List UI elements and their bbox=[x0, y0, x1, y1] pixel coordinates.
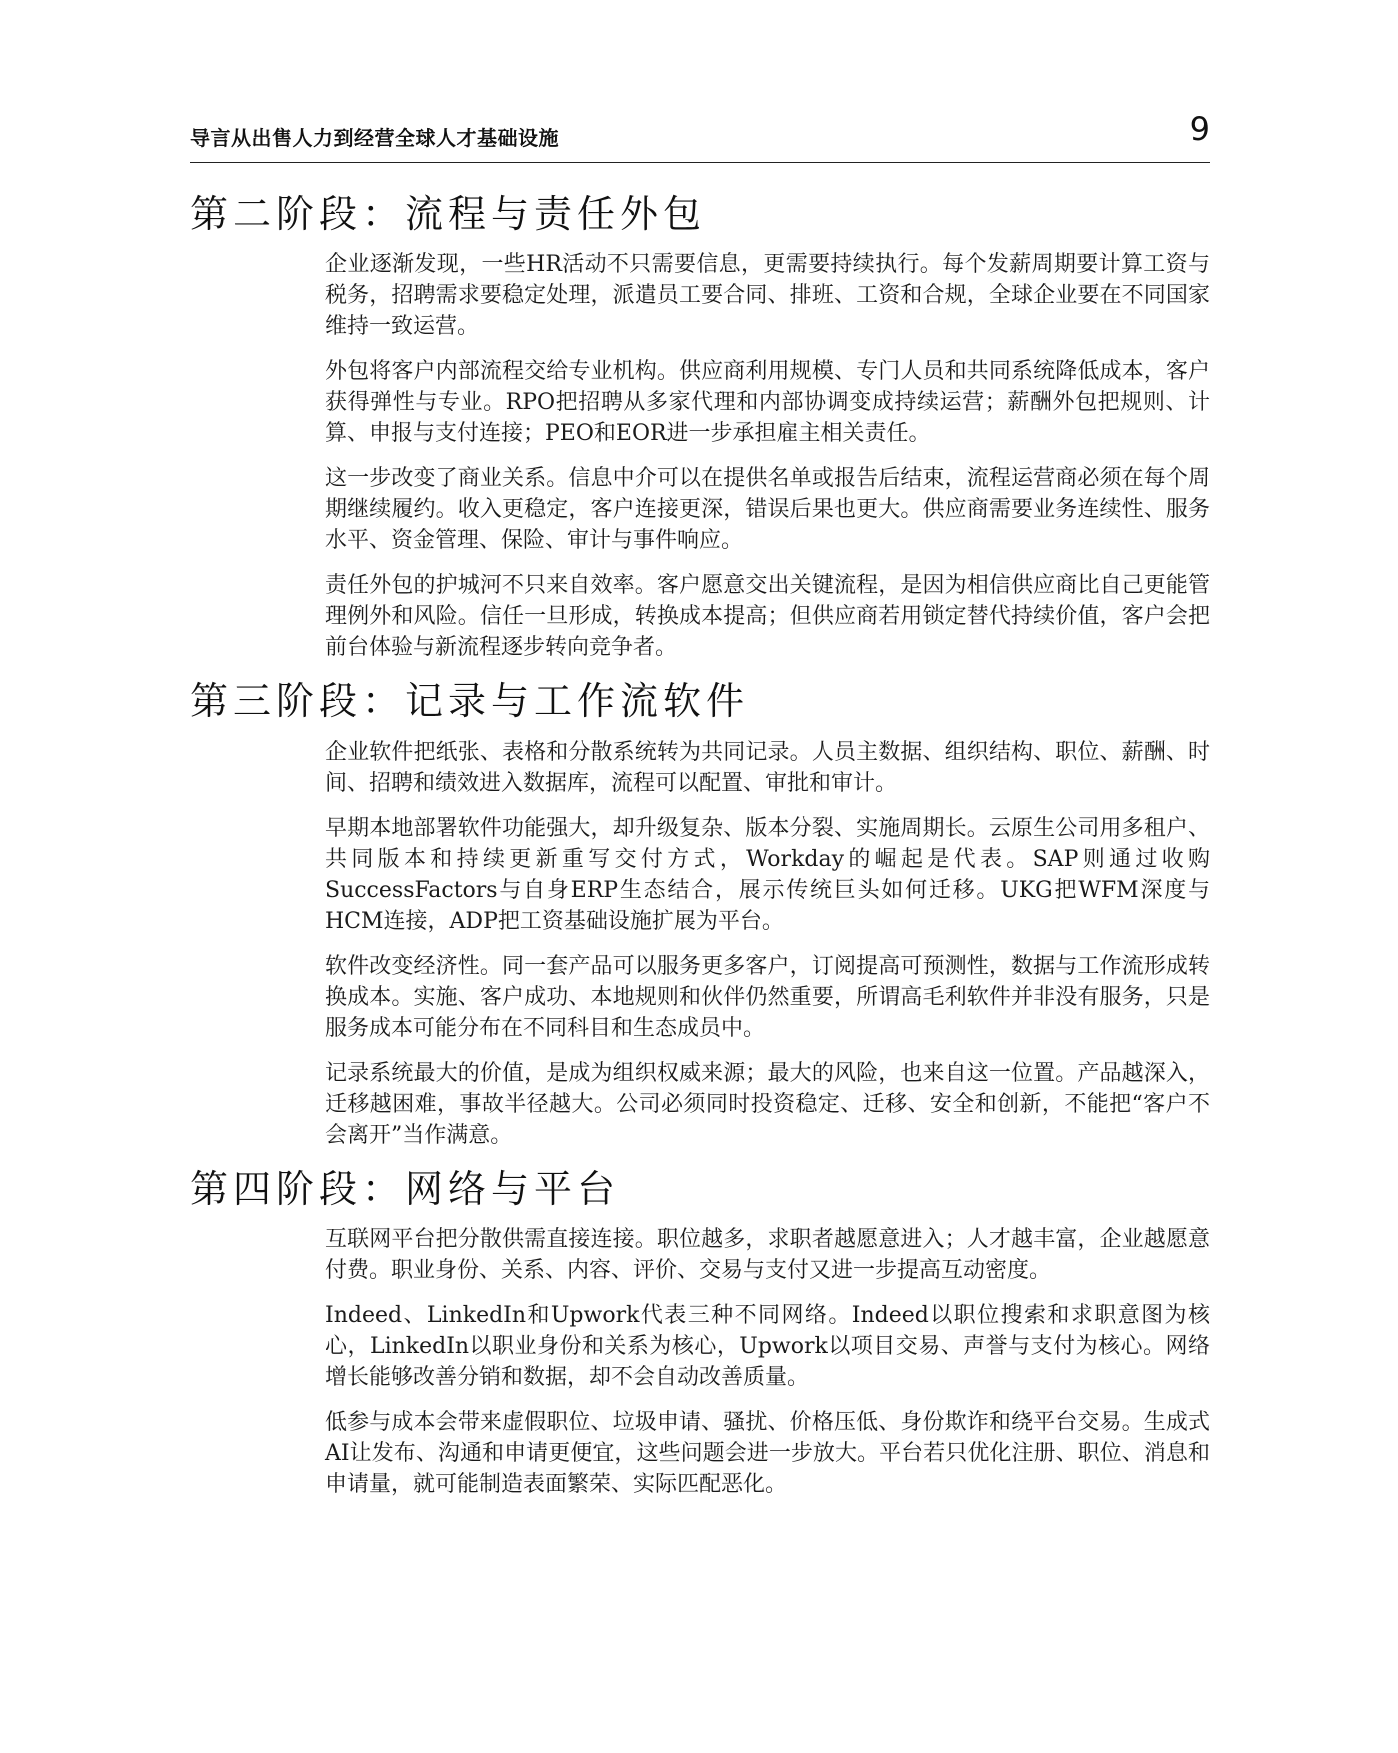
section-paragraphs bbox=[325, 1224, 1210, 1500]
paragraph: 互联网平台把分散供需直接连接。职位越多，求职者越愿意进入；人才越丰富，企业越愿意付费。职业身份、关系、内容、评价、交易与支付又进一步提高互动密度。 bbox=[325, 1227, 1210, 1284]
section-paragraphs bbox=[325, 737, 1210, 1151]
section-paragraphs bbox=[325, 249, 1210, 663]
paragraph: 责任外包的护城河不只来自效率。客户愿意交出关键流程，是因为相信供应商比自己更能管理例外和风险。信任一旦形成，转换成本提高；但供应商若用锁定替代持续价值，客户会把前台体验与新流程逐步转向竞争者。 bbox=[325, 573, 1210, 661]
paragraph: 外包将客户内部流程交给专业机构。供应商利用规模、专门人员和共同系统降低成本，客户获得弹性与专业。RPO把招聘从多家代理和内部协调变成持续运营；薪酬外包把规则、计算、申报与支付连接；PEO和EOR进一步承担雇主相关责任。 bbox=[325, 359, 1210, 447]
running-header-title: 导言从出售人力到经营全球人才基础设施 bbox=[190, 126, 559, 150]
section-heading: 第三阶段：记录与工作流软件 bbox=[190, 679, 750, 724]
section-heading: 第二阶段：流程与责任外包 bbox=[190, 192, 707, 236]
section-stage-two bbox=[190, 190, 1210, 663]
page-number: 9 bbox=[1189, 110, 1210, 148]
section-stage-four bbox=[190, 1165, 1210, 1500]
section-stage-three bbox=[190, 677, 1210, 1150]
page-body bbox=[190, 190, 1210, 1514]
paragraph: 这一步改变了商业关系。信息中介可以在提供名单或报告后结束，流程运营商必须在每个周期继续履约。收入更稳定，客户连接更深，错误后果也更大。供应商需要业务连续性、服务水平、资金管理、保险、审计与事件响应。 bbox=[325, 466, 1210, 554]
paragraph: 低参与成本会带来虚假职位、垃圾申请、骚扰、价格压低、身份欺诈和绕平台交易。生成式AI让发布、沟通和申请更便宜，这些问题会进一步放大。平台若只优化注册、职位、消息和申请量，就可能制造表面繁荣、实际匹配恶化。 bbox=[325, 1410, 1210, 1498]
paragraph: 软件改变经济性。同一套产品可以服务更多客户，订阅提高可预测性，数据与工作流形成转换成本。实施、客户成功、本地规则和伙伴仍然重要，所谓高毛利软件并非没有服务，只是服务成本可能分布在不同科目和生态成员中。 bbox=[325, 953, 1210, 1041]
paragraph: 早期本地部署软件功能强大，却升级复杂、版本分裂、实施周期长。云原生公司用多租户、共同版本和持续更新重写交付方式，Workday的崛起是代表。SAP则通过收购SuccessFactors与自身ERP生态结合，展示传统巨头如何迁移。UKG把WFM深度与HCM连接，ADP把工资基础设施扩展为平台。 bbox=[325, 815, 1210, 934]
paragraph: 记录系统最大的价值，是成为组织权威来源；最大的风险，也来自这一位置。产品越深入，迁移越困难，事故半径越大。公司必须同时投资稳定、迁移、安全和创新，不能把“客户不会离开”当作满意。 bbox=[325, 1060, 1210, 1148]
running-header bbox=[190, 110, 1210, 156]
section-heading: 第四阶段：网络与平台 bbox=[190, 1166, 621, 1211]
paragraph: Indeed、LinkedIn和Upwork代表三种不同网络。Indeed以职位搜索和求职意图为核心，LinkedIn以职业身份和关系为核心，Upwork以项目交易、声誉与支付为核心。网络增长能够改善分销和数据，却不会自动改善质量。 bbox=[325, 1303, 1210, 1391]
paragraph: 企业逐渐发现，一些HR活动不只需要信息，更需要持续执行。每个发薪周期要计算工资与税务，招聘需求要稳定处理，派遣员工要合同、排班、工资和合规，全球企业要在不同国家维持一致运营。 bbox=[325, 252, 1210, 340]
paragraph: 企业软件把纸张、表格和分散系统转为共同记录。人员主数据、组织结构、职位、薪酬、时间、招聘和绩效进入数据库，流程可以配置、审批和审计。 bbox=[325, 739, 1210, 796]
header-divider bbox=[190, 162, 1210, 163]
